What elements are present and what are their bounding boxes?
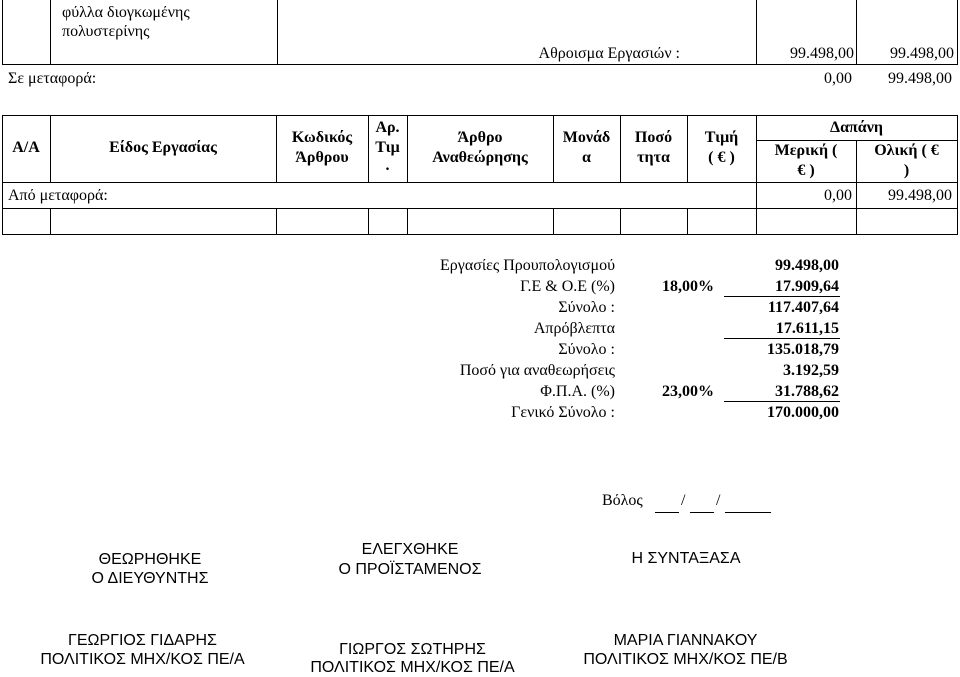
signature-author-label: Η ΣΥΝΤΑΞΑΣΑ (631, 550, 741, 567)
date-blank-day (655, 512, 679, 513)
signature-name: ΜΑΡΙΑ ΓΙΑΝΝΑΚΟΥ (613, 632, 758, 649)
signature-approved-label: ΘΕΩΡΗΘΗΚΕ (98, 551, 202, 568)
header-price-number: Τιμ (375, 139, 400, 156)
header-cost-total: Ολική ( € (874, 142, 939, 159)
summary-underline (724, 401, 840, 402)
table-border (957, 0, 958, 64)
table-border (957, 115, 958, 234)
place-label: Βόλος (602, 492, 643, 509)
summary-label: Σύνολο : (558, 341, 615, 358)
table-border (50, 208, 51, 234)
table-border (407, 208, 408, 234)
header-unit: α (582, 149, 591, 166)
brought-forward-total: 99.498,00 (888, 187, 952, 204)
date-separator: / (716, 492, 721, 509)
summary-underline (724, 338, 840, 339)
summary-label: Γ.Ε & Ο.Ε (%) (520, 278, 615, 295)
summary-label: Γενικό Σύνολο : (511, 404, 615, 421)
header-aa: Α/Α (12, 139, 40, 156)
works-sum-partial: 99.498,00 (790, 45, 854, 62)
header-cost: Δαπάνη (830, 119, 883, 136)
table-border (2, 115, 958, 116)
carry-forward-partial: 0,00 (824, 70, 852, 87)
table-border (2, 0, 3, 64)
summary-value: 17.611,15 (775, 320, 839, 337)
header-quantity: Ποσό (634, 129, 673, 146)
date-blank-year (725, 512, 771, 513)
signature-checked-label: ΕΛΕΓΧΘΗΚΕ (361, 541, 459, 558)
summary-value: 170.000,00 (767, 404, 839, 421)
table-border (553, 208, 554, 234)
header-unit-price: Τιμή (704, 129, 739, 146)
header-work-type: Είδος Εργασίας (109, 139, 217, 156)
table-border (687, 208, 688, 234)
table-border (277, 0, 278, 64)
table-border (276, 208, 277, 234)
carry-forward-total: 99.498,00 (888, 70, 952, 87)
header-revision-article: Άρθρο (457, 129, 503, 146)
table-border (50, 0, 51, 64)
table-border (2, 182, 958, 183)
header-unit: Μονάδ (562, 129, 611, 146)
header-article-code: Κωδικός (291, 129, 353, 146)
table-border (2, 208, 958, 209)
summary-underline (724, 296, 840, 297)
header-unit-price: ( € ) (708, 149, 735, 166)
header-revision-article: Αναθεώρησης (432, 149, 528, 166)
carry-forward-label: Σε μεταφορά: (8, 70, 97, 87)
header-price-number: . (385, 157, 390, 174)
signature-role: Ο ΠΡΟΪΣΤΑΜΕΝΟΣ (338, 561, 482, 578)
brought-forward-partial: 0,00 (824, 187, 852, 204)
summary-value: 135.018,79 (767, 341, 839, 358)
date-separator: / (681, 492, 686, 509)
table-border (368, 208, 369, 234)
works-sum-label: Αθροισμα Εργασιών : (538, 45, 680, 62)
table-border (2, 234, 958, 235)
header-price-number: Αρ. (375, 119, 400, 136)
header-article-code: Άρθρου (295, 149, 349, 166)
signature-title: ΠΟΛΙΤΙΚΟΣ ΜΗΧ/ΚΟΣ ΠΕ/Β (583, 651, 788, 668)
summary-label: Φ.Π.Α. (%) (540, 383, 615, 400)
signature-role: Ο ΔΙΕΥΘΥΝΤΗΣ (91, 570, 209, 587)
summary-value: 99.498,00 (775, 257, 839, 274)
work-description: πολυστερίνης (62, 23, 150, 40)
table-border (2, 115, 3, 234)
header-quantity: τητα (637, 149, 670, 166)
brought-forward-label: Από μεταφορά: (8, 187, 108, 204)
summary-percent: 23,00% (662, 383, 714, 400)
summary-percent: 18,00% (662, 278, 714, 295)
table-border (620, 208, 621, 234)
header-cost-partial: € ) (797, 162, 815, 179)
table-border (2, 64, 958, 65)
works-sum-total: 99.498,00 (890, 45, 954, 62)
summary-value: 17.909,64 (775, 278, 839, 295)
summary-label: Εργασίες Προυπολογισμού (440, 257, 615, 274)
date-blank-month (690, 512, 714, 513)
summary-label: Απρόβλεπτα (533, 320, 615, 337)
signature-title: ΠΟΛΙΤΙΚΟΣ ΜΗΧ/ΚΟΣ ΠΕ/Α (40, 651, 245, 668)
signature-title: ΠΟΛΙΤΙΚΟΣ ΜΗΧ/ΚΟΣ ΠΕ/Α (310, 659, 515, 676)
work-description: φύλλα διογκωμένης (62, 4, 190, 21)
summary-value: 3.192,59 (783, 362, 839, 379)
header-cost-partial: Μερική ( (774, 142, 838, 159)
table-border (756, 140, 958, 141)
signature-name: ΓΕΩΡΓΙΟΣ ΓΙΔΑΡΗΣ (68, 632, 217, 649)
summary-label: Σύνολο : (558, 299, 615, 316)
summary-value: 31.788,62 (775, 383, 839, 400)
summary-value: 117.407,64 (767, 299, 839, 316)
signature-name: ΓΙΩΡΓΟΣ ΣΩΤΗΡΗΣ (339, 641, 486, 658)
header-cost-total: ) (903, 162, 910, 179)
summary-label: Ποσό για αναθεωρήσεις (459, 362, 615, 379)
